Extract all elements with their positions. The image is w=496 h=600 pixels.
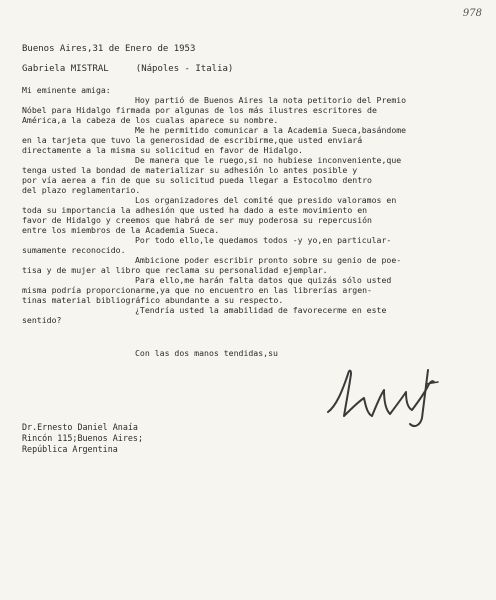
letter-line: tisa y de mujer al libro que reclama su personalidad ejemplar. (22, 265, 328, 275)
letter-line: América,a la cabeza de los cualas aparece su nombre. (22, 115, 279, 125)
letter-date: Buenos Aires,31 de Enero de 1953 (22, 44, 196, 54)
letter-line: Para ello,me harán falta datos que quizás sólo usted (135, 275, 392, 285)
letter-line: Hoy partió de Buenos Aires la nota petitorio del Premio (135, 95, 407, 105)
letter-line: Ambicione poder escribir pronto sobre su genio de poe- (135, 255, 402, 265)
sender-line: Rincón 115;Buenos Aires; (22, 433, 144, 443)
letter-line: Los organizadores del comité que presido valoramos en (135, 195, 397, 205)
addressee: Gabriela MISTRAL (Nápoles - Italia) (22, 64, 234, 74)
closing-line: Con las dos manos tendidas,su (135, 348, 278, 358)
letter-line: tinas material bibliográfico abundante a su respecto. (22, 295, 284, 305)
letter-line: toda su importancia la adhesión que usted ha dado a este movimiento en (22, 205, 368, 215)
letter-line: sentido? (22, 315, 62, 325)
letter-line: favor de Hidalgo y creemos que habrá de ser muy poderosa su repercusión (22, 215, 372, 225)
letter-line: sumamente reconocido. (22, 245, 126, 255)
salutation: Mi eminente amiga: (22, 85, 111, 95)
letter-line: directamente a la misma su solicitud en favor de Hidalgo. (22, 145, 303, 155)
letter-line: en la tarjeta que tuvo la generosidad de escribirme,que usted enviará (22, 135, 363, 145)
letter-line: tenga usted la bondad de materializar su adhesión lo antes posible y (22, 165, 358, 175)
sender-line: Dr.Ernesto Daniel Anaía (22, 422, 138, 432)
sender-line: República Argentina (22, 444, 118, 454)
letter-line: De manera que le ruego,si no hubiese inconveniente,que (135, 155, 402, 165)
letter-line: entre los miembros de la Academia Sueca. (22, 225, 220, 235)
reference-number: 978 (462, 8, 482, 19)
letter-line: Nóbel para Hidalgo firmada por algunas de los más ilustres escritores de (22, 105, 377, 115)
handwritten-signature (318, 362, 450, 432)
letter-line: ¿Tendría usted la amabilidad de favorecerme en este (135, 305, 387, 315)
letter-line: Me he permitido comunicar a la Academia Sueca,basándome (135, 125, 407, 135)
letter-line: por vía aerea a fin de que su solicitud pueda llegar a Estocolmo dentro (22, 175, 372, 185)
letter-line: del plazo reglamentario. (22, 185, 141, 195)
letter-line: Por todo ello,le quedamos todos -y yo,en particular- (135, 235, 392, 245)
letter-line: misma podría proporcionarme,ya que no encuentro en las librerías argen- (22, 285, 372, 295)
